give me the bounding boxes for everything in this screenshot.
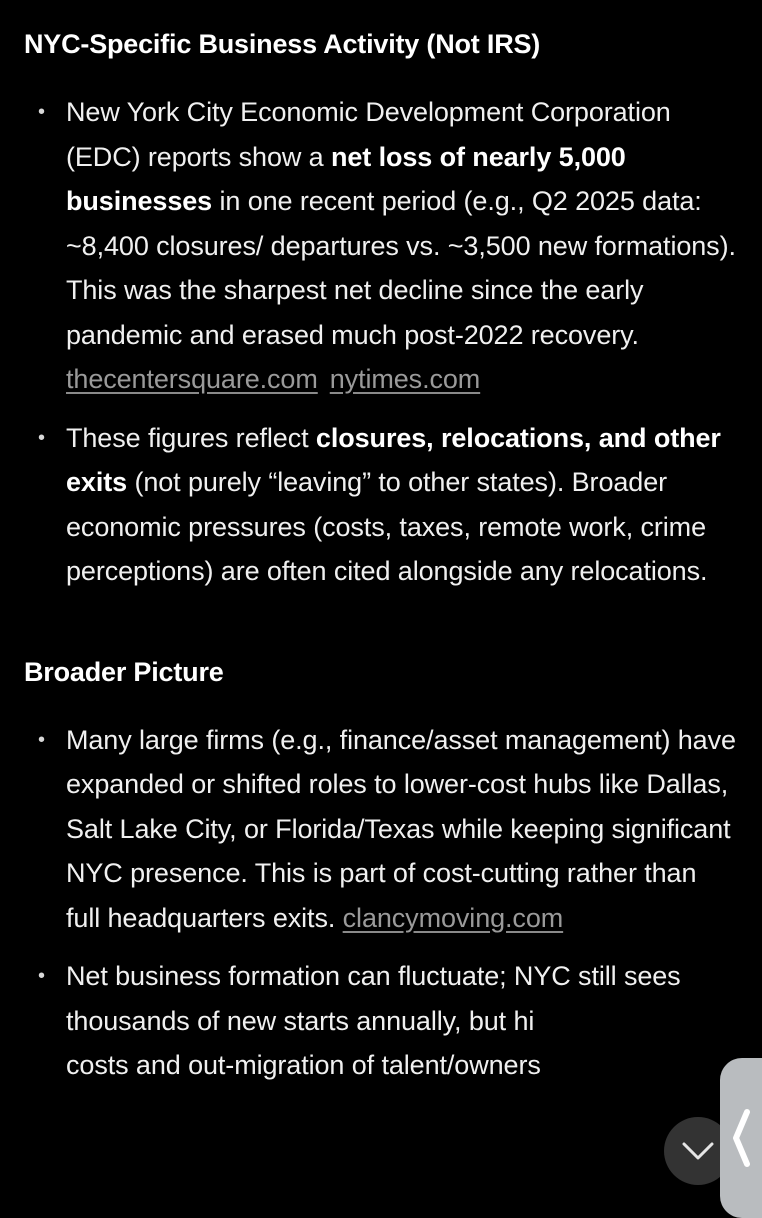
list-item bbox=[24, 718, 736, 941]
bullet-icon: • bbox=[38, 101, 45, 123]
source-link-clancymoving[interactable]: clancymoving.com bbox=[342, 902, 564, 933]
bullet-bold-text: net loss of nearly 5,000 businesses bbox=[66, 141, 626, 216]
bullet-text: These figures reflect bbox=[66, 422, 316, 453]
bullet-icon: • bbox=[38, 426, 45, 449]
list-item bbox=[24, 90, 736, 402]
bullet-list-broader bbox=[24, 718, 736, 1088]
bullet-text: in one recent period (e.g., Q2 2025 data: ~8,400 closures/ departures vs. ~3,500 new formations). This was the sharpest net decline since the early pandemic and erased much post-2022 recovery. bbox=[66, 186, 736, 350]
bullet-text: Net business formation can fluctuate; NYC still sees thousands of new starts annually, but hi bbox=[66, 961, 681, 1036]
bullet-text: costs and out-migration of talent/owners bbox=[66, 1050, 541, 1080]
side-panel-tab[interactable] bbox=[720, 1058, 762, 1218]
bullet-text: New York City Economic Development Corporation (EDC) reports show a bbox=[66, 97, 671, 172]
bullet-text: Many large firms (e.g., finance/asset management) have expanded or shifted roles to lower-cost hubs like Dallas, Salt Lake City, or Florida/Texas while keeping significant NYC presence. This is part of cost-cutting rather than full headquarters exits. bbox=[66, 724, 736, 933]
bullet-icon: • bbox=[38, 728, 45, 751]
chevron-down-icon bbox=[681, 1141, 715, 1161]
bullet-bold-text: closures, relocations, and other exits bbox=[66, 422, 721, 497]
bullet-icon: • bbox=[38, 965, 45, 987]
chevron-left-icon bbox=[730, 1108, 752, 1168]
section-heading-broader-picture: Broader Picture bbox=[24, 656, 224, 687]
response-content bbox=[24, 18, 736, 1088]
bullet-text: (not purely “leaving” to other states). Broader economic pressures (costs, taxes, remote work, crime perceptions) are often cited alongside any relocations. bbox=[66, 467, 708, 586]
source-link-nytimes[interactable]: nytimes.com bbox=[329, 364, 481, 394]
list-item bbox=[24, 416, 736, 594]
bullet-list-nyc bbox=[24, 90, 736, 594]
source-link-thecentersquare[interactable]: thecentersquare.com bbox=[66, 364, 318, 394]
list-item bbox=[24, 954, 736, 1088]
section-heading-nyc-business-activity: NYC-Specific Business Activity (Not IRS) bbox=[24, 29, 541, 59]
